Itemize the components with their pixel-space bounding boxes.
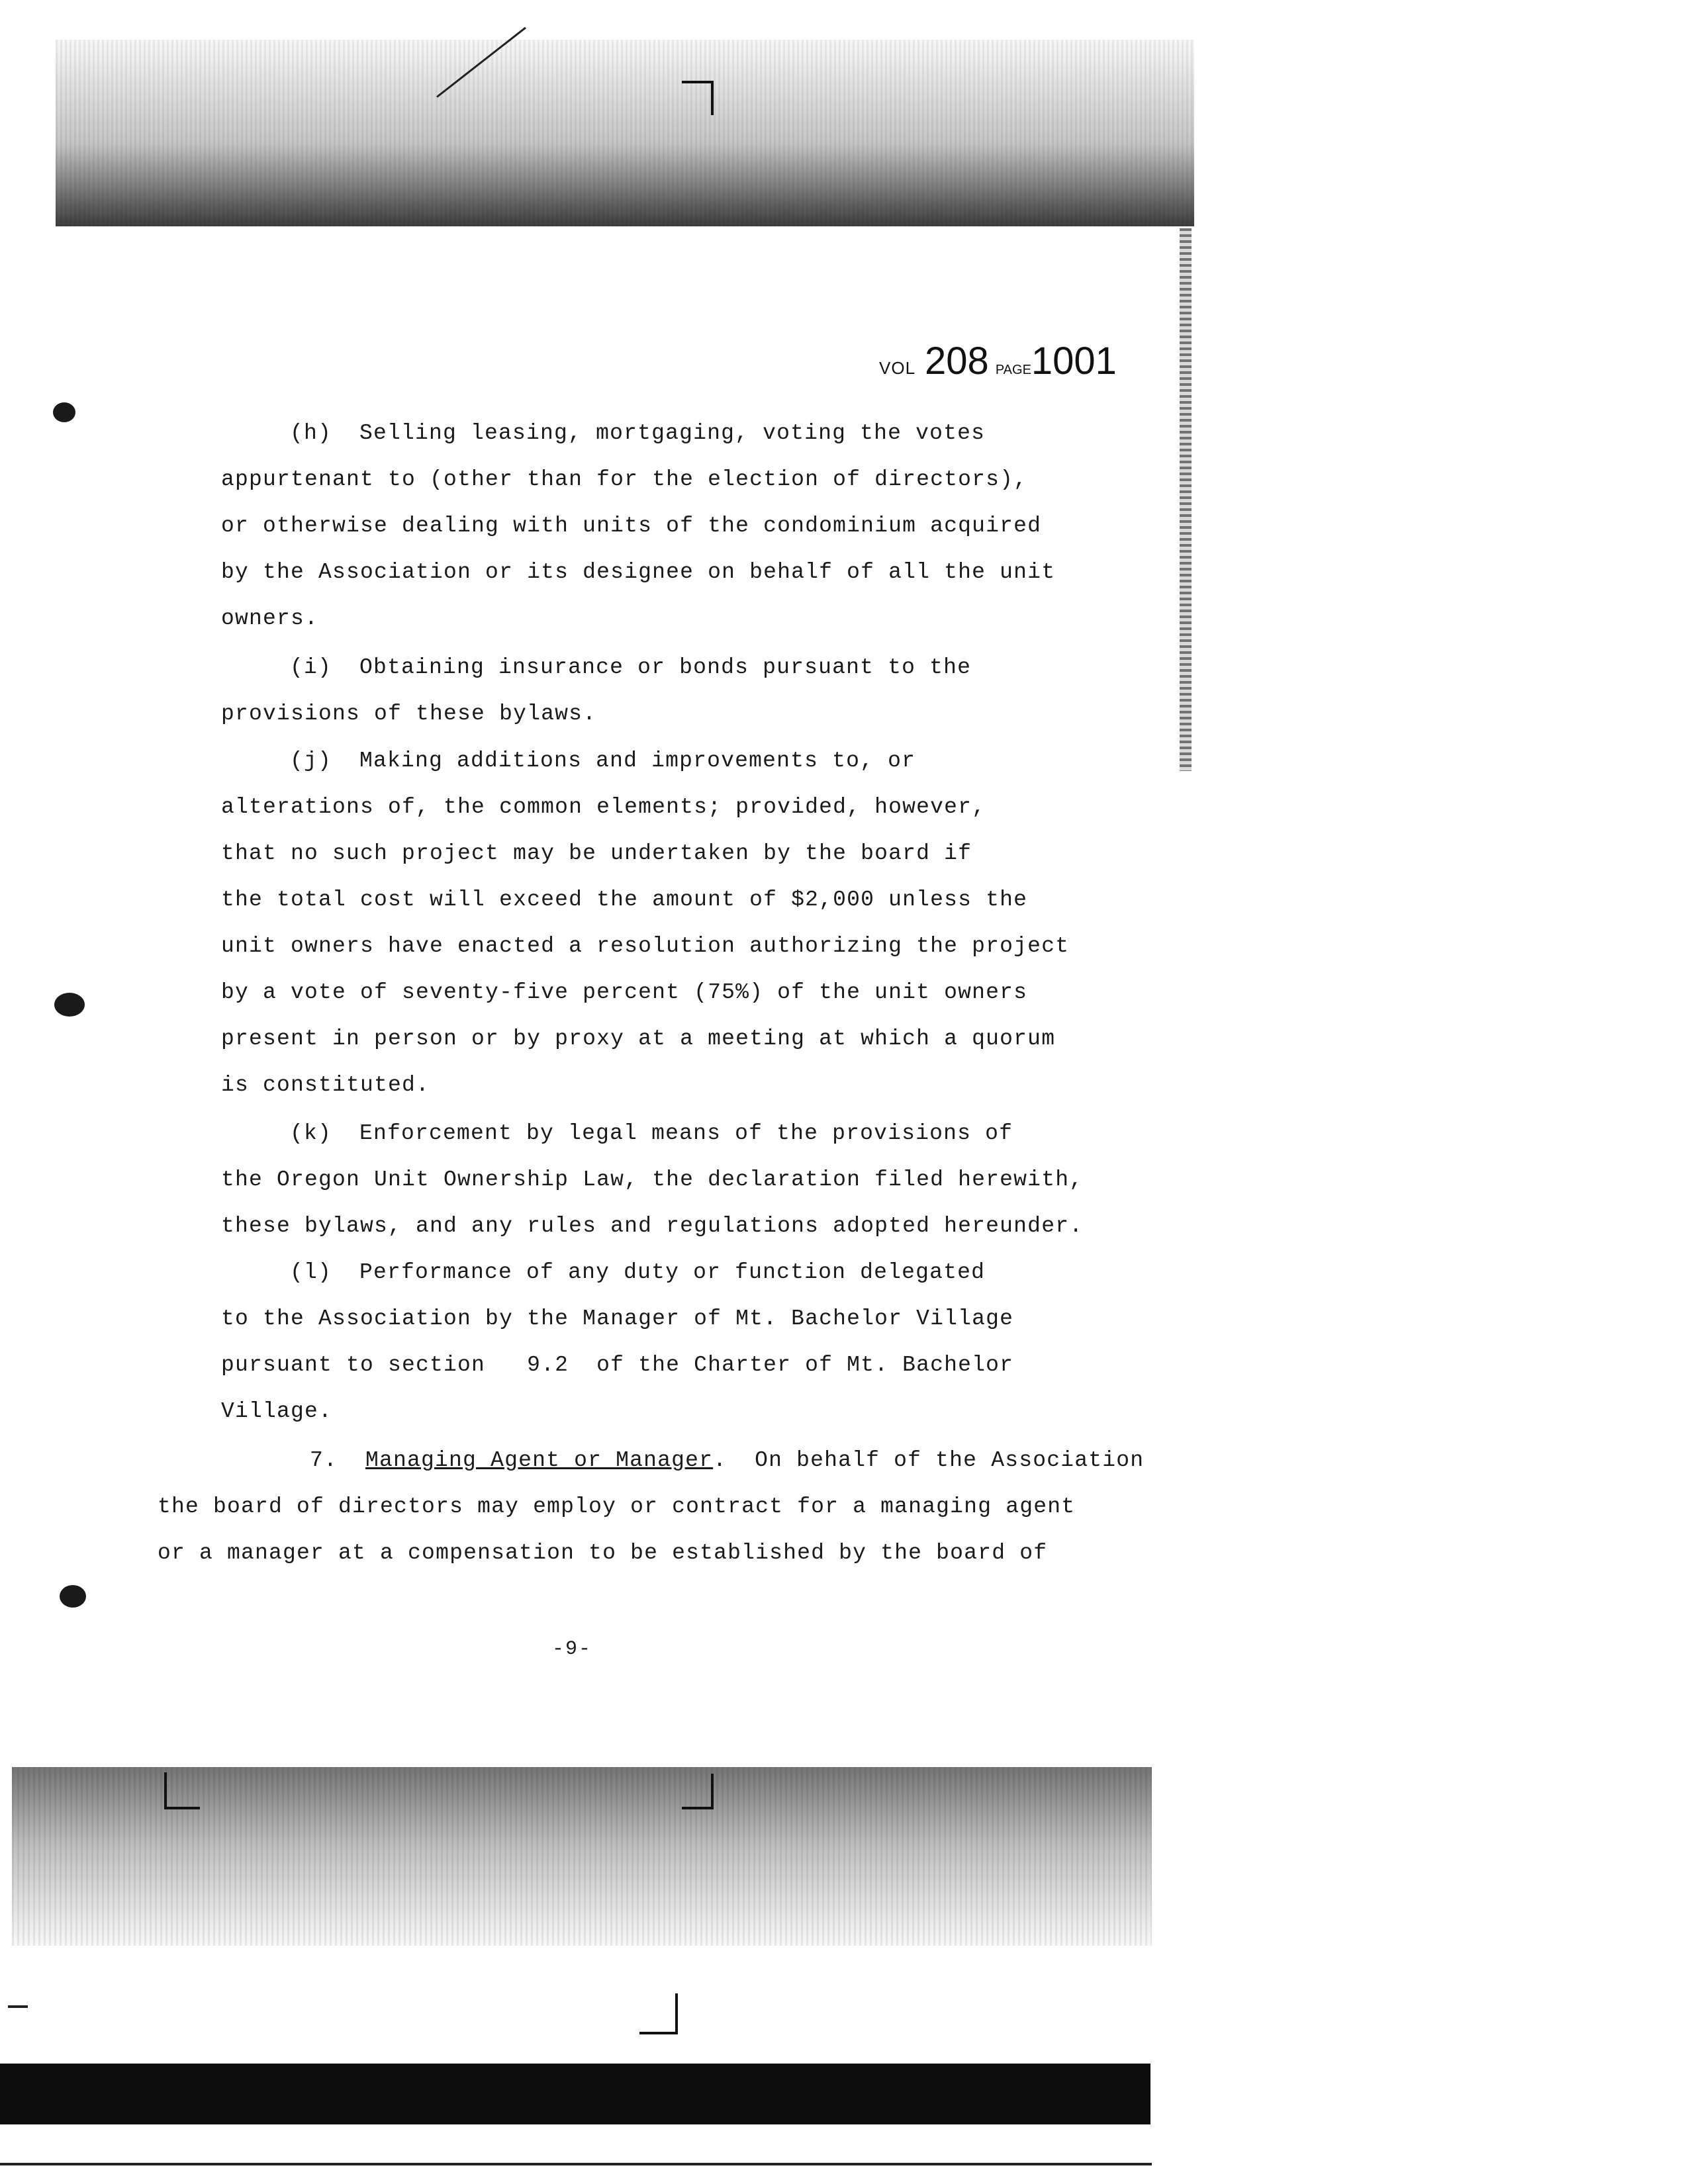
paragraph-h-line: by the Association or its designee on behalf of all the unit	[221, 560, 1056, 584]
crop-mark-bottom-left	[164, 1772, 200, 1809]
paragraph-j-line: that no such project may be undertaken by the board if	[221, 841, 972, 866]
section-heading: Managing Agent or Manager	[365, 1448, 714, 1473]
section-number: 7.	[310, 1448, 338, 1473]
paragraph-h-line: or otherwise dealing with units of the condominium acquired	[221, 514, 1042, 538]
punch-hole-mark	[53, 402, 75, 422]
paragraph-j-line: is constituted.	[221, 1073, 430, 1097]
section-7-line: the board of directors may employ or contract for a managing agent	[158, 1494, 1076, 1519]
paragraph-l-line: (l) Performance of any duty or function delegated	[290, 1260, 986, 1285]
recording-reference	[879, 339, 1117, 383]
paragraph-h-line: appurtenant to (other than for the election of directors),	[221, 467, 1028, 492]
volume-number: 208	[925, 340, 989, 383]
scan-bottom-rule	[0, 2163, 1152, 2165]
paragraph-k-line: these bylaws, and any rules and regulations adopted hereunder.	[221, 1214, 1084, 1238]
section-7-line: or a manager at a compensation to be established by the board of	[158, 1541, 1048, 1565]
paragraph-i-line: (i) Obtaining insurance or bonds pursuant to the	[290, 655, 972, 680]
paragraph-j-line: unit owners have enacted a resolution authorizing the project	[221, 934, 1070, 958]
paragraph-k-line: the Oregon Unit Ownership Law, the declaration filed herewith,	[221, 1167, 1084, 1192]
scan-noise-top	[56, 40, 1194, 226]
punch-hole-mark	[54, 993, 85, 1017]
scan-dash-mark	[8, 2005, 28, 2008]
paragraph-j-line: (j) Making additions and improvements to, or	[290, 749, 916, 773]
paragraph-l-line: Village.	[221, 1399, 333, 1424]
scan-black-bar	[0, 2064, 1150, 2124]
paragraph-j-line: the total cost will exceed the amount of $2,000 unless the	[221, 887, 1028, 912]
volume-label: VOL	[879, 358, 916, 378]
crop-mark-bottom-middle	[682, 1774, 714, 1809]
paragraph-j-line: alterations of, the common elements; provided, however,	[221, 795, 986, 819]
paragraph-h-line: (h) Selling leasing, mortgaging, voting the votes	[290, 421, 986, 445]
punch-hole-mark	[60, 1585, 86, 1608]
paragraph-k-line: (k) Enforcement by legal means of the provisions of	[290, 1121, 1013, 1146]
section-7-text: . On behalf of the Association	[713, 1448, 1145, 1473]
page-label: PAGE	[995, 363, 1031, 377]
paragraph-i-line: provisions of these bylaws.	[221, 702, 597, 726]
crop-mark-bottom	[639, 1993, 678, 2034]
page-reference-number: 1001	[1031, 340, 1117, 383]
paragraph-l-line: to the Association by the Manager of Mt. Bachelor Village	[221, 1306, 1014, 1331]
paragraph-j-line: by a vote of seventy-five percent (75%) of the unit owners	[221, 980, 1028, 1005]
paragraph-l-line: pursuant to section 9.2 of the Charter of Mt. Bachelor	[221, 1353, 1014, 1377]
scan-edge-right	[1180, 228, 1192, 771]
crop-mark-top	[682, 81, 714, 115]
paragraph-j-line: present in person or by proxy at a meeting at which a quorum	[221, 1026, 1056, 1051]
paragraph-h-line: owners.	[221, 606, 319, 631]
page-number: -9-	[552, 1638, 592, 1661]
section-7-first-line	[310, 1448, 1144, 1473]
